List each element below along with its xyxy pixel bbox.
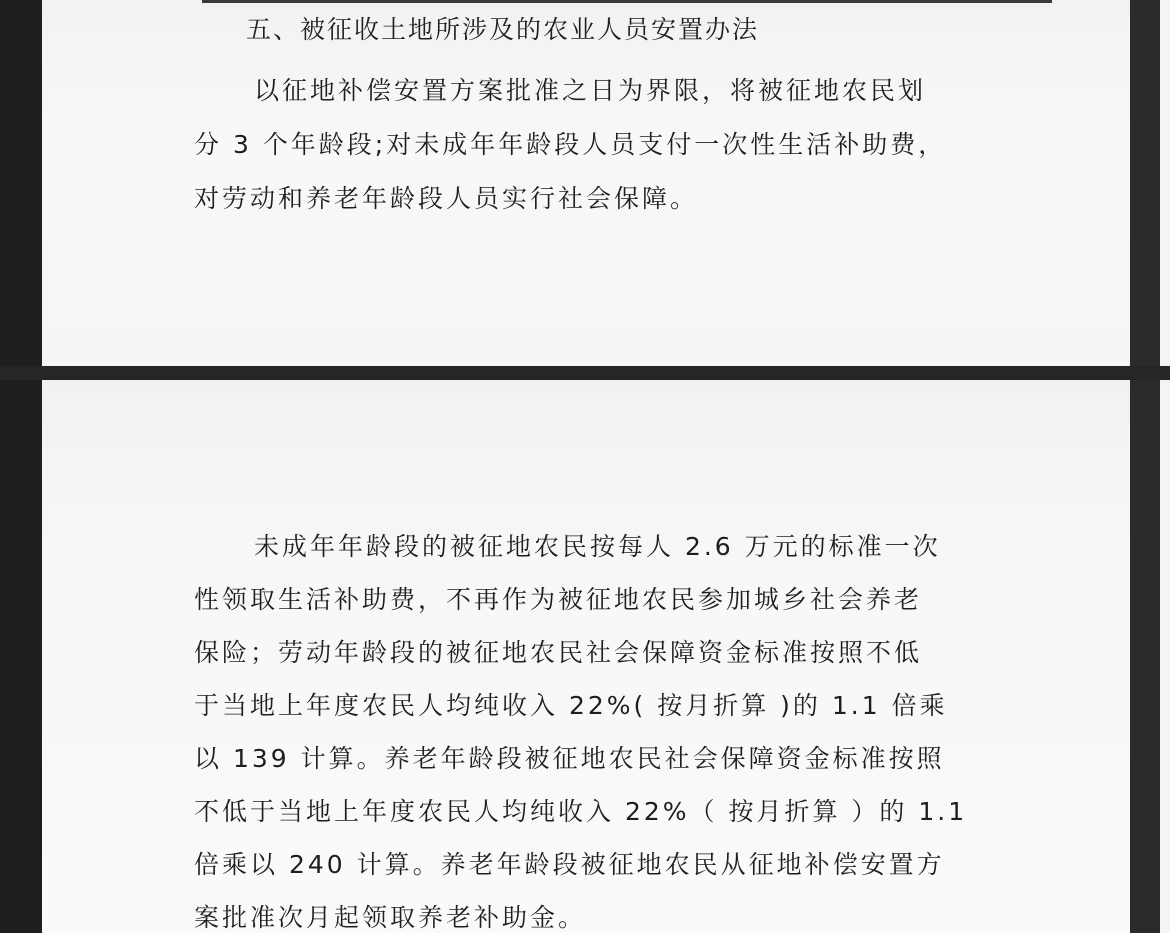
paragraph-line: 分 3 个年龄段;对未成年年龄段人员支付一次性生活补助费， bbox=[194, 130, 947, 159]
paragraph-line: 不低于当地上年度农民人均纯收入 22%（ 按月折算 ）的 1.1 bbox=[194, 797, 968, 826]
paragraph-line: 以征地补偿安置方案批准之日为界限，将被征地农民划 bbox=[254, 76, 927, 105]
dark-border-left bbox=[0, 0, 42, 933]
paragraph-line: 案批准次月起领取养老补助金。 bbox=[194, 903, 587, 932]
page-divider bbox=[0, 366, 1170, 380]
dark-border-right bbox=[1130, 0, 1170, 933]
document-page-bottom bbox=[42, 380, 1130, 933]
paragraph-line: 未成年年龄段的被征地农民按每人 2.6 万元的标准一次 bbox=[254, 532, 941, 561]
paragraph-bottom bbox=[194, 520, 967, 944]
paragraph-line: 对劳动和养老年龄段人员实行社会保障。 bbox=[194, 184, 699, 213]
document-page-top bbox=[42, 0, 1130, 366]
paragraph-top bbox=[194, 64, 946, 226]
paragraph-line: 倍乘以 240 计算。养老年龄段被征地农民从征地补偿安置方 bbox=[194, 850, 945, 879]
top-rule-line bbox=[202, 0, 1052, 3]
section-heading: 五、被征收土地所涉及的农业人员安置办法 bbox=[246, 15, 760, 44]
paragraph-line: 保险；劳动年龄段的被征地农民社会保障资金标准按照不低 bbox=[194, 638, 923, 667]
paragraph-line: 性领取生活补助费，不再作为被征地农民参加城乡社会养老 bbox=[194, 585, 923, 614]
paragraph-line: 于当地上年度农民人均纯收入 22%( 按月折算 )的 1.1 倍乘 bbox=[194, 691, 948, 720]
paragraph-line: 以 139 计算。养老年龄段被征地农民社会保障资金标准按照 bbox=[194, 744, 945, 773]
